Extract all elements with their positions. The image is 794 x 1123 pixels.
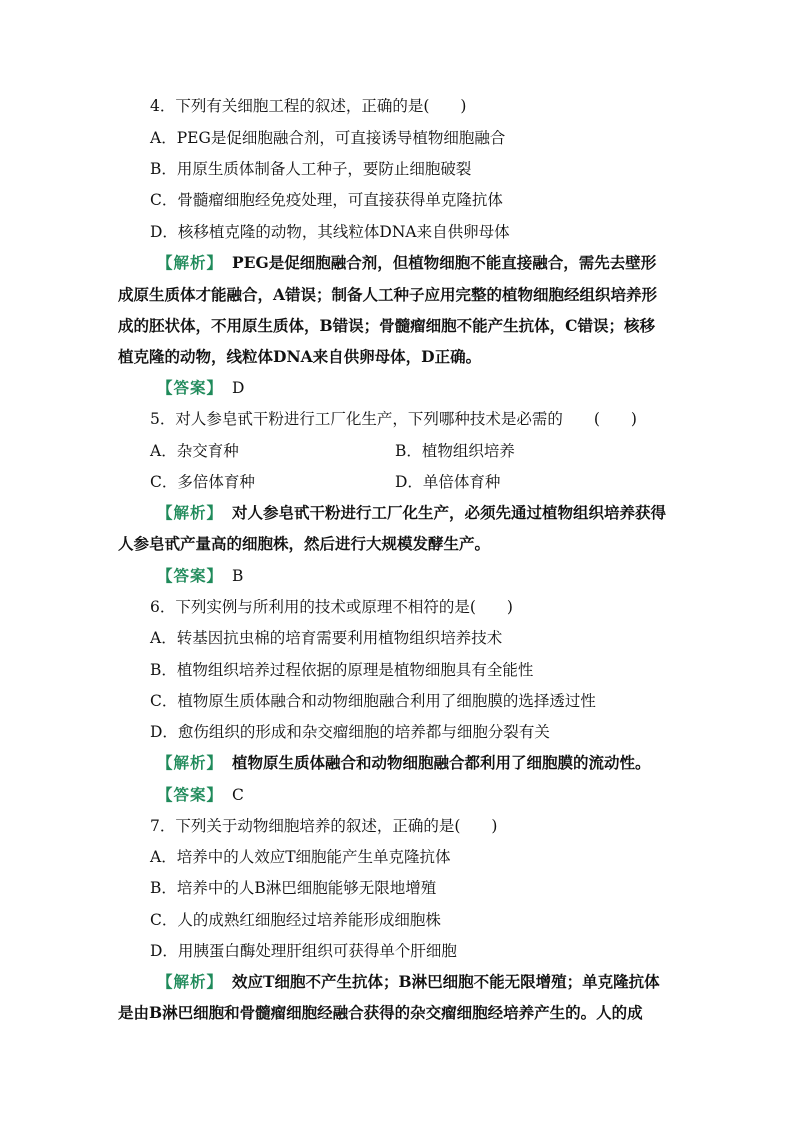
question-7-stem: 7．下列关于动物细胞培养的叙述，正确的是( ) xyxy=(150,817,498,835)
question-7-analysis-line-1: 效应T细胞不产生抗体；B淋巴细胞不能无限增殖；单克隆抗体 xyxy=(232,972,660,991)
question-7-option-a: A．培养中的人效应T细胞能产生单克隆抗体 xyxy=(150,848,451,866)
question-4-answer: D xyxy=(232,379,245,397)
question-4-option-c: C．骨髓瘤细胞经免疫处理，可直接获得单克隆抗体 xyxy=(150,191,503,209)
question-7-analysis-line-2: 是由B淋巴细胞和骨髓瘤细胞经融合获得的杂交瘤细胞经培养产生的。人的成 xyxy=(118,1003,643,1022)
question-4-analysis-label: 【解析】 xyxy=(157,253,224,272)
question-7-option-d: D．用胰蛋白酶处理肝组织可获得单个肝细胞 xyxy=(150,942,457,960)
question-6-option-c: C．植物原生质体融合和动物细胞融合利用了细胞膜的选择透过性 xyxy=(150,692,596,710)
question-5-answer-label: 【答案】 xyxy=(157,566,224,585)
question-4-stem: 4．下列有关细胞工程的叙述，正确的是( ) xyxy=(150,97,467,115)
question-6-stem: 6．下列实例与所利用的技术或原理不相符的是( ) xyxy=(150,598,513,616)
question-5-option-d: D．单倍体育种 xyxy=(395,473,501,491)
question-6-analysis-label: 【解析】 xyxy=(157,753,224,772)
question-5-option-a: A．杂交育种 xyxy=(150,442,239,460)
question-7-analysis-label: 【解析】 xyxy=(157,972,224,991)
question-6-analysis-line-1: 植物原生质体融合和动物细胞融合都利用了细胞膜的流动性。 xyxy=(232,753,651,772)
question-4-analysis-line-2: 成原生质体才能融合，A错误；制备人工种子应用完整的植物细胞经组织培养形 xyxy=(118,285,658,304)
question-6-option-d: D．愈伤组织的形成和杂交瘤细胞的培养都与细胞分裂有关 xyxy=(150,723,550,741)
question-4-analysis-line-4: 植克隆的动物，线粒体DNA来自供卵母体，D正确。 xyxy=(118,347,482,366)
question-7-option-c: C．人的成熟红细胞经过培养能形成细胞株 xyxy=(150,911,441,929)
question-4-answer-label: 【答案】 xyxy=(157,378,224,397)
question-5-analysis-line-1: 对人参皂甙干粉进行工厂化生产，必须先通过植物组织培养获得 xyxy=(232,503,667,522)
question-4-analysis-line-1: PEG是促细胞融合剂，但植物细胞不能直接融合，需先去壁形 xyxy=(232,253,657,272)
question-6-answer: C xyxy=(232,786,244,804)
question-6-answer-label: 【答案】 xyxy=(157,785,224,804)
question-5-stem: 5．对人参皂甙干粉进行工厂化生产，下列哪种技术是必需的 ( ) xyxy=(150,410,637,428)
question-5-analysis-line-2: 人参皂甙产量高的细胞株，然后进行大规模发酵生产。 xyxy=(118,534,491,553)
question-5-analysis-label: 【解析】 xyxy=(157,503,224,522)
question-4-option-b: B．用原生质体制备人工种子，要防止细胞破裂 xyxy=(150,160,472,178)
question-6-option-a: A．转基因抗虫棉的培育需要利用植物组织培养技术 xyxy=(150,629,503,647)
question-7-option-b: B．培养中的人B淋巴细胞能够无限地增殖 xyxy=(150,879,437,897)
question-4-option-d: D．核移植克隆的动物，其线粒体DNA来自供卵母体 xyxy=(150,223,510,241)
question-4-option-a: A．PEG是促细胞融合剂，可直接诱导植物细胞融合 xyxy=(150,129,506,147)
question-6-option-b: B．植物组织培养过程依据的原理是植物细胞具有全能性 xyxy=(150,661,534,679)
question-5-option-c: C．多倍体育种 xyxy=(150,473,255,491)
question-5-option-b: B．植物组织培养 xyxy=(395,442,515,460)
question-4-analysis-line-3: 成的胚状体，不用原生质体，B错误；骨髓瘤细胞不能产生抗体，C错误；核移 xyxy=(118,316,655,335)
question-5-answer: B xyxy=(232,567,244,585)
